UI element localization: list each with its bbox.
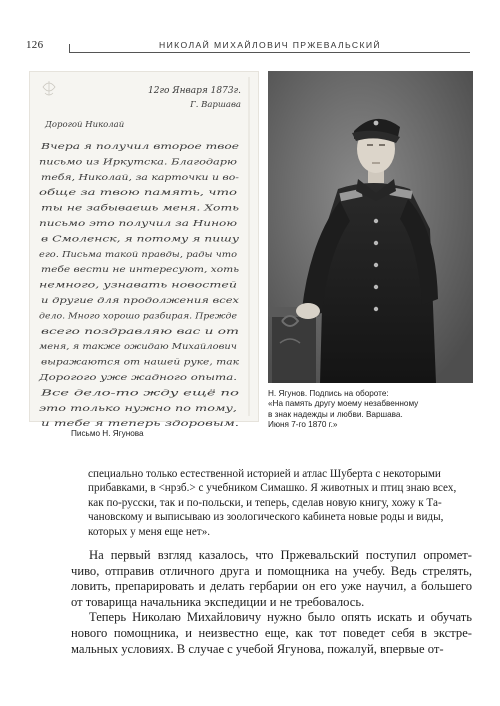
quote-line: прибавками, в <нрзб.> с учебником Симашко. Я животных и птиц знаю всех, [88, 482, 457, 495]
letter-line: в Смоленск, я потому я пишу [41, 234, 240, 244]
letter-line: это только нужно по тому, [39, 403, 237, 413]
quote-line: как по-русски, так и по-польски, и теперь, сделав новую книгу, хожу к Та- [88, 496, 442, 509]
letter-line: Все дело-то жду ещё по [39, 388, 240, 398]
letter-line: Вчера я получил второе твое [39, 142, 240, 151]
letter-line: обще за твою память, что [39, 188, 238, 198]
quote-line: специально только естественной историей и атлас Шуберта с некоторыми [88, 468, 441, 480]
letter-line: тебя, Николай, за карточки и во- [41, 172, 240, 182]
letter-line: Дорогого уже жадного опыта. [37, 373, 237, 382]
letter-line: тебе вести не интересуют, хоть [41, 265, 240, 275]
monogram-emboss [43, 81, 55, 95]
letter-image [29, 71, 259, 429]
quote-line: чановскому и выписываю из зоологического кабинета новые роды и виды, [88, 511, 444, 524]
header-rule [69, 52, 470, 53]
photo-caption-line: «На память другу моему незабвенному [268, 399, 419, 409]
photo-caption [268, 389, 478, 430]
body-text [71, 548, 472, 657]
letter-caption: Письмо Н. Ягунова [71, 429, 144, 438]
quote-block [88, 467, 472, 539]
photo-caption-line: в знак надежды и любви. Варшава. [268, 409, 403, 419]
letter-date: 12го Января 1873г. [148, 86, 241, 96]
portrait-illustration [268, 71, 473, 383]
letter-line: немного, узнавать новостей [39, 280, 237, 290]
letter-line: и другие для продолжения всех [41, 296, 240, 305]
page-number: 126 [26, 39, 44, 51]
letter-line: меня, я также ожидаю Михайлович [39, 342, 238, 352]
letter-line: и тебе я теперь здоровым. [41, 419, 239, 429]
quote-line: которых у меня еще нет». [88, 525, 211, 538]
letter-line: его. Письма такой правды, рады что [39, 249, 238, 259]
letter-line: выражаются от нашей руке, так [41, 357, 240, 367]
letter-place: Г. Варшава [190, 100, 241, 110]
letter-line: письмо из Иркутска. Благодарю [39, 157, 238, 167]
running-title: НИКОЛАЙ МИХАЙЛОВИЧ ПРЖЕВАЛЬСКИЙ [158, 40, 382, 50]
letter-line: письмо это получил за Ниною [39, 219, 237, 228]
letter-line: всего поздравляю вас и от [41, 326, 240, 336]
portrait-photo [268, 71, 473, 383]
letter-line: дело. Много хорошо разбирая. Прежде [39, 311, 238, 321]
photo-caption-line: Н. Ягунов. Подпись на обороте: [268, 389, 389, 398]
letter-line: ты не забываешь меня. Хоть [41, 203, 239, 213]
paragraph: Теперь Николаю Михайловичу нужно было опять искать и обучать нового помощника, и неизвестно еще, как тот поведет себя в экстре-мальных условиях. В случае с учебой Ягунова, пожалуй, впервые от- [71, 610, 472, 656]
letter-paper [29, 71, 259, 429]
paragraph: На первый взгляд казалось, что Пржевальский поступил опромет-чиво, отправив отличного друга и помощника на учебу. Ведь стрелять, ловить, препарировать и делать гербарии он его уже научил, а большего от товарища начальника экспедиции и не требовалось. [71, 548, 472, 609]
letter-salutation: Дорогой Николай [45, 120, 125, 130]
photo-caption-line: Июня 7-го 1870 г.» [268, 419, 338, 429]
